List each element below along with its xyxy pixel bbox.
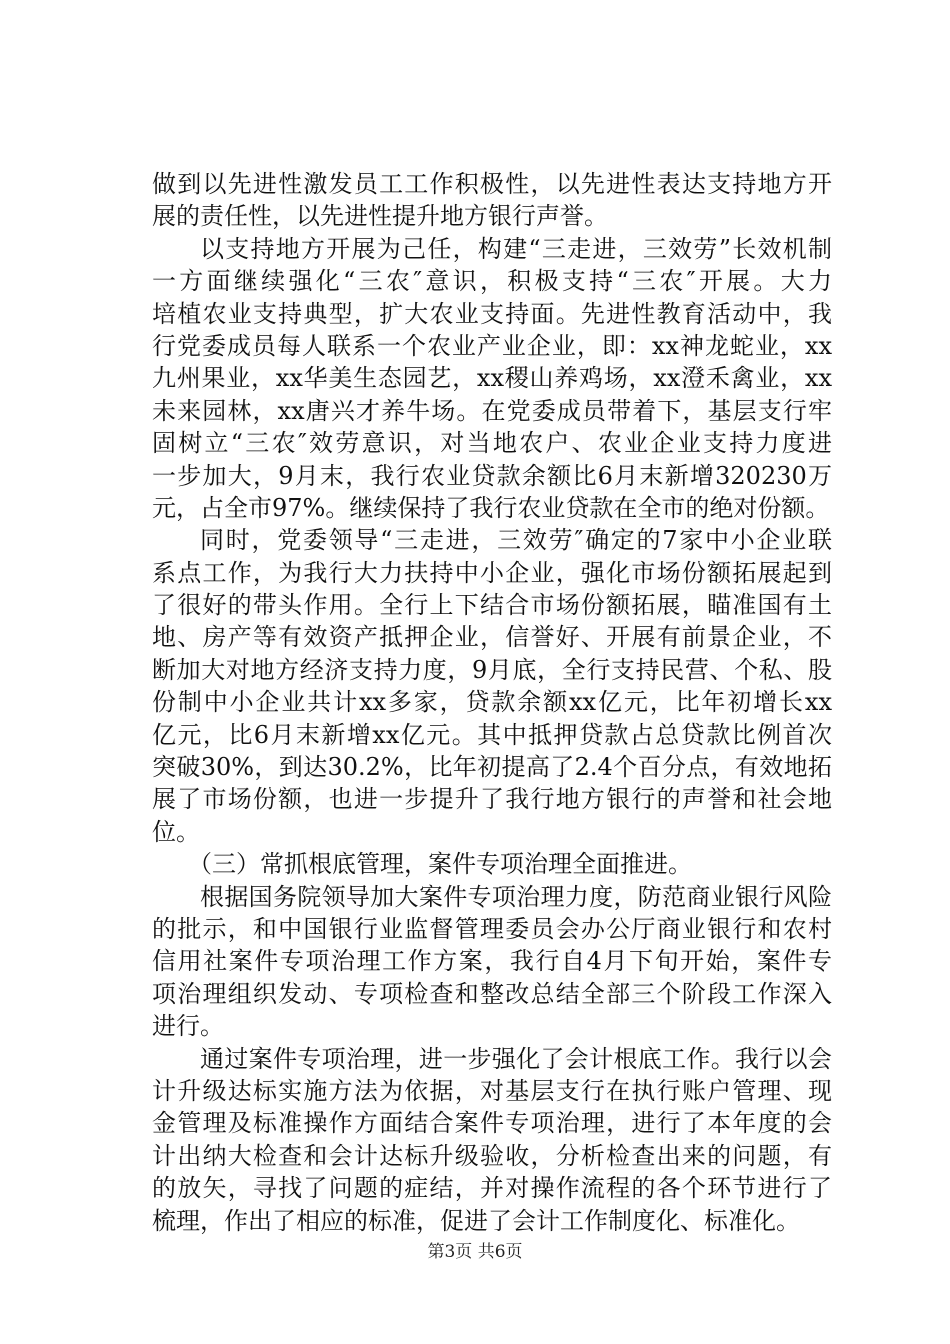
text-line: 断加大对地方经济支持力度，9月底，全行支持民营、个私、股: [152, 655, 832, 684]
page-number-footer: 第3页 共6页: [427, 1242, 523, 1262]
text-line: 以支持地方开展为己任，构建“三走进，三效劳”长效机制: [200, 234, 832, 263]
text-line: 梳理，作出了相应的标准，促进了会计工作制度化、标准化。: [152, 1206, 800, 1235]
text-line: 未来园林，xx唐兴才养牛场。在党委成员带着下，基层支行牢: [152, 396, 832, 425]
text-line: 同时，党委领导“三走进，三效劳″确定的7家中小企业联: [200, 526, 832, 555]
text-line: 行党委成员每人联系一个农业产业企业，即：xx神龙蛇业，xx: [152, 331, 832, 360]
text-line: 计出纳大检查和会计达标升级验收，分析检查出来的问题，有: [152, 1141, 832, 1170]
text-line: 系点工作，为我行大力扶持中小企业，强化市场份额拓展起到: [152, 558, 832, 587]
text-line: 的放矢，寻找了问题的症结，并对操作流程的各个环节进行了: [152, 1174, 832, 1203]
document-body: [152, 168, 832, 1237]
text-line: 计升级达标实施方法为依据，对基层支行在执行账户管理、现: [152, 1076, 832, 1105]
text-line: 展的责任性，以先进性提升地方银行声誉。: [152, 202, 608, 231]
text-line: 项治理组织发动、专项检查和整改总结全部三个阶段工作深入: [152, 979, 832, 1008]
text-line: 做到以先进性激发员工工作积极性，以先进性表达支持地方开: [152, 170, 832, 198]
section-heading: （三）常抓根底管理，案件专项治理全面推进。: [188, 850, 692, 879]
text-line: 地、房产等有效资产抵押企业，信誉好、开展有前景企业，不: [152, 623, 832, 652]
text-line: 展了市场份额，也进一步提升了我行地方银行的声誉和社会地: [152, 785, 832, 814]
text-line: 根据国务院领导加大案件专项治理力度，防范商业银行风险: [200, 882, 832, 911]
text-line: 金管理及标准操作方面结合案件专项治理，进行了本年度的会: [152, 1109, 832, 1138]
text-line: 一步加大，9月末，我行农业贷款余额比6月末新增320230万: [152, 461, 832, 490]
text-line: 的批示，和中国银行业监督管理委员会办公厅商业银行和农村: [152, 914, 832, 943]
text-line: 元，占全市97%。继续保持了我行农业贷款在全市的绝对份额。: [152, 493, 830, 522]
text-line: 份制中小企业共计xx多家，贷款余额xx亿元，比年初增长xx: [152, 688, 832, 717]
text-line: 亿元，比6月末新增xx亿元。其中抵押贷款占总贷款比例首次: [152, 720, 832, 749]
text-line: 了很好的带头作用。全行上下结合市场份额拓展，瞄准国有土: [152, 591, 832, 620]
text-line: 一方面继续强化“三农″意识，积极支持“三农″开展。大力: [152, 267, 832, 296]
text-line: 九州果业，xx华美生态园艺，xx稷山养鸡场，xx澄禾禽业，xx: [152, 364, 832, 393]
text-line: 进行。: [152, 1012, 224, 1041]
text-line: 信用社案件专项治理工作方案，我行自4月下旬开始，案件专: [152, 947, 832, 976]
text-line: 位。: [152, 817, 200, 846]
text-line: 培植农业支持典型，扩大农业支持面。先进性教育活动中，我: [152, 299, 832, 328]
text-line: 通过案件专项治理，进一步强化了会计根底工作。我行以会: [200, 1044, 832, 1073]
text-line: 突破30%，到达30.2%，比年初提高了2.4个百分点，有效地拓: [152, 753, 832, 782]
text-line: 固树立“三农″效劳意识，对当地农户、农业企业支持力度进: [152, 429, 832, 458]
